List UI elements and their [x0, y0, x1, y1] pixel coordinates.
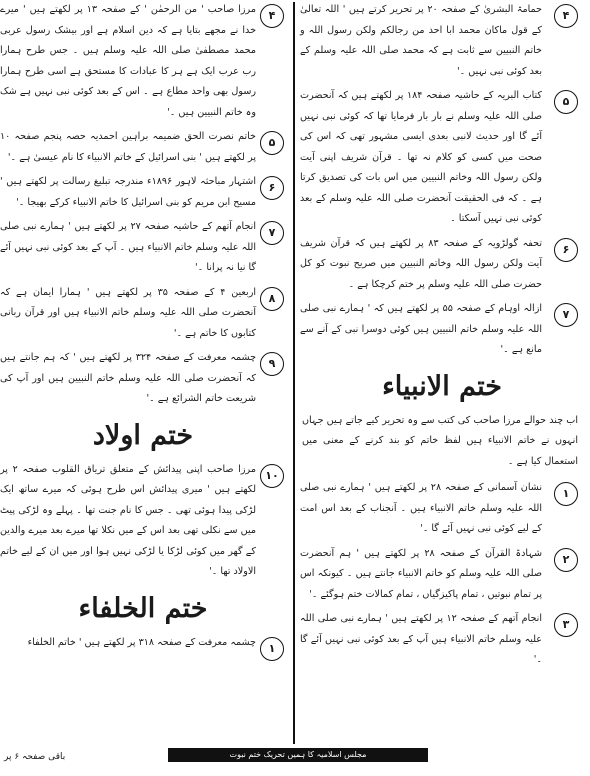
item-text: ازالہ اوہام کے صفحہ ۵۵ پر لکھتے ہیں کہ ' ہمارے نبی صلی اللہ علیہ وسلم خاتم النبیین ہیں کوئی دوسرا نبی کے آنے سے مانع ہے ۔': [300, 303, 542, 355]
item-text: مرزا صاحب ' من الرحمٰن ' کے صفحہ ۱۳ پر لکھتے ہیں ' میرے خدا نے مجھے بتایا ہے کہ دین اسلام ہے اور بیشک رسول عربی محمد مصطفیٰ صلی اللہ علیہ وسلم ہیں ۔ جس طرح ہمارا رب عرب ایک ہے ہر کا عبادات کا مستحق ہے اسی طرح ہمارا رسول بھی واحد مطاع ہے ۔ اس کے بعد کوئی نبی نہیں ہے شک وہ خاتم النبیین ہیں ۔': [0, 4, 256, 118]
item-number-circle: ۱۰: [260, 464, 284, 488]
item-number-circle: ۶: [260, 176, 284, 200]
numbered-item: [300, 234, 584, 296]
item-number-circle: ۴: [260, 4, 284, 28]
item-text: چشمہ معرفت کے صفحہ ۳۱۸ پر لکھتے ہیں ' خاتم الخلفاء: [27, 636, 256, 648]
item-number-circle: ۵: [554, 90, 578, 114]
numbered-item: [0, 348, 286, 410]
right-items-bottom: [300, 478, 584, 671]
numbered-item: [300, 299, 584, 361]
item-text: کتاب البریہ کے حاشیہ صفحہ ۱۸۴ پر لکھتے ہیں کہ آنحضرت صلی اللہ علیہ وسلم نے بار بار فرمایا تھا کہ کوئی نبی نہیں آئے گا اور حدیث لانبی بعدی ایسی مشہور تھی کہ اس کی صحت میں کسی کو کلام نہ تھا ۔ قرآن شریف اپنی آیت ولکن رسول اللہ وخاتم النبیین میں اس بات کی تصدیق کرتا ہے ۔ کہ فی الحقیقت آنحضرت صلی اللہ علیہ وسلم کے بعد کوئی نبی نہیں آسکتا ۔: [300, 90, 542, 224]
numbered-item: [0, 0, 286, 123]
item-number-circle: ۲: [554, 548, 578, 572]
footer-banner: مجلس اسلامیہ کا ہمیں تحریک ختم نبوت: [168, 748, 428, 762]
section-heading-khatam-al-aulad: ختم اولاد: [92, 419, 194, 451]
numbered-item: [300, 609, 584, 671]
item-number-circle: ۴: [554, 4, 578, 28]
item-text: خاتم نصرت الحق ضمیمہ براہین احمدیہ حصہ پنجم صفحہ ۱۰ پر لکھتے ہیں ' بنی اسرائیل کے خاتم الانبیاء کا نام عیسیٰ ہے ۔': [0, 131, 256, 163]
item-text: نشان آسمانی کے صفحہ ۲۸ پر لکھتے ہیں ' ہمارے نبی صلی اللہ علیہ وسلم خاتم الانبیاء ہیں ۔ آنجناب کے بعد اس امت کے لیے کوئی نبی نہیں آئے گا ۔': [300, 482, 542, 534]
numbered-item: [0, 217, 286, 279]
numbered-item: [0, 172, 286, 213]
item-number-circle: ۶: [554, 238, 578, 262]
section-heading-khatam-al-khulafa: ختم الخلفاء: [78, 592, 208, 624]
continued-note: باقی صفحہ ۶ پر: [4, 752, 66, 762]
numbered-item: [0, 127, 286, 168]
numbered-item: [300, 478, 584, 540]
item-text: اشتہار مباحثہ لاہور ۱۸۹۶ء مندرجہ تبلیغ رسالت پر لکھتے ہیں ' مسیح ابن مریم کو بنی اسرائیل کا خاتم الانبیاء کرکے بھیجا ۔': [0, 176, 256, 208]
item-text: مرزا صاحب اپنی پیدائش کے متعلق تریاق القلوب صفحہ ۲ پر لکھتے ہیں ' میری پیدائش اس طرح ہوئی کہ میرے ساتھ ایک لڑکی پیدا ہوئی تھی ۔ جس کا نام جنت تھا ۔ پہلے وہ لڑکی پیٹ میں سے نکلی تھی بعد اس کے میں نکلا تھا میرے بعد میرے والدین کے گھر میں کوئی لڑکا یا لڑکی نہیں ہوا اور میں ان کے لیے خاتم الاولاد تھا ۔': [0, 463, 256, 577]
right-items-top: [300, 0, 584, 361]
item-number-circle: ۳: [554, 613, 578, 637]
numbered-item: [0, 633, 286, 654]
left-column: [0, 0, 286, 657]
item-text: چشمہ معرفت کے صفحہ ۳۲۴ پر لکھتے ہیں ' کہ ہم جانتے ہیں کہ آنحضرت صلی اللہ علیہ وسلم خاتم النبیین ہیں اور آپ کی شریعت خاتم الشرائع ہے ۔': [0, 352, 256, 404]
numbered-item: [300, 0, 584, 82]
item-text: شہادۃ القرآن کے صفحہ ۲۸ پر لکھتے ہیں ' ہم آنحضرت صلی اللہ علیہ وسلم کو خاتم الانبیاء جانتے ہیں ۔ کیونکہ اس پر تمام نبوتیں ، تمام پاکیزگیاں ، تمام کمالات ختم ہوگئے ۔': [300, 547, 542, 600]
item-text: تحفہ گولڑویہ کے صفحہ ۸۳ پر لکھتے ہیں کہ قرآن شریف آیت ولکن رسول اللہ وخاتم النبیین میں صریح نبوت کو کل حضرت صلی اللہ علیہ وسلم پر ختم کرچکا ہے ۔: [300, 237, 543, 290]
item-text: اربعین ۴ کے صفحہ ۳۵ پر لکھتے ہیں ' ہمارا ایمان ہے کہ آنحضرت صلی اللہ علیہ وسلم خاتم الانبیاء ہیں اور قرآن ربانی کتابوں کا خاتم ہے ۔': [0, 286, 256, 339]
item-text: انجام آتھم کے صفحہ ۱۲ پر لکھتے ہیں ' ہمارے نبی صلی اللہ علیہ وسلم خاتم الانبیاء ہیں آپ کے بعد کوئی نبی نہیں آئے گا ۔': [300, 613, 542, 665]
item-number-circle: ۱: [260, 637, 284, 661]
numbered-item: [0, 283, 286, 345]
item-number-circle: ۱: [554, 482, 578, 506]
right-column: [300, 0, 584, 675]
item-number-circle: ۸: [260, 287, 284, 311]
left-items-top: [0, 0, 286, 410]
item-number-circle: ۹: [260, 352, 284, 376]
numbered-item: [300, 544, 584, 606]
item-number-circle: ۷: [554, 303, 578, 327]
intro-paragraph: اب چند حوالے مرزا صاحب کی کتب سے وہ تحریر کیے جاتے ہیں جہاں انہوں نے خاتم الانبیاء ہیں لفظ خاتم کو بند کرنے کے معنی میں استعمال کیا ہے ۔: [302, 414, 578, 467]
section-heading-khatam-al-anbiya: ختم الانبیاء: [382, 370, 502, 402]
item-text: حمامۃ البشریٰ کے صفحہ ۲۰ پر تحریر کرتے ہیں ' اللہ تعالیٰ کے قول ماکان محمد ابا احد من رجالکم ولکن رسول اللہ و خاتم النبیین سے ثابت ہے کہ محمد صلی اللہ علیہ وسلم کے بعد کوئی نبی نہیں ۔': [300, 4, 542, 77]
numbered-item: [0, 460, 286, 583]
numbered-item: [300, 86, 584, 230]
item-number-circle: ۵: [260, 131, 284, 155]
left-items-bottom: [0, 633, 286, 654]
item-text: انجام آتھم کے حاشیہ صفحہ ۲۷ پر لکھتے ہیں ' ہمارے نبی صلی اللہ علیہ وسلم خاتم الانبیاء ہیں ۔ آپ کے بعد کوئی نبی نہیں آئے گا نیا نہ پرانا ۔': [0, 221, 256, 273]
column-divider: [293, 2, 295, 744]
left-items-middle: [0, 460, 286, 583]
item-number-circle: ۷: [260, 221, 284, 245]
